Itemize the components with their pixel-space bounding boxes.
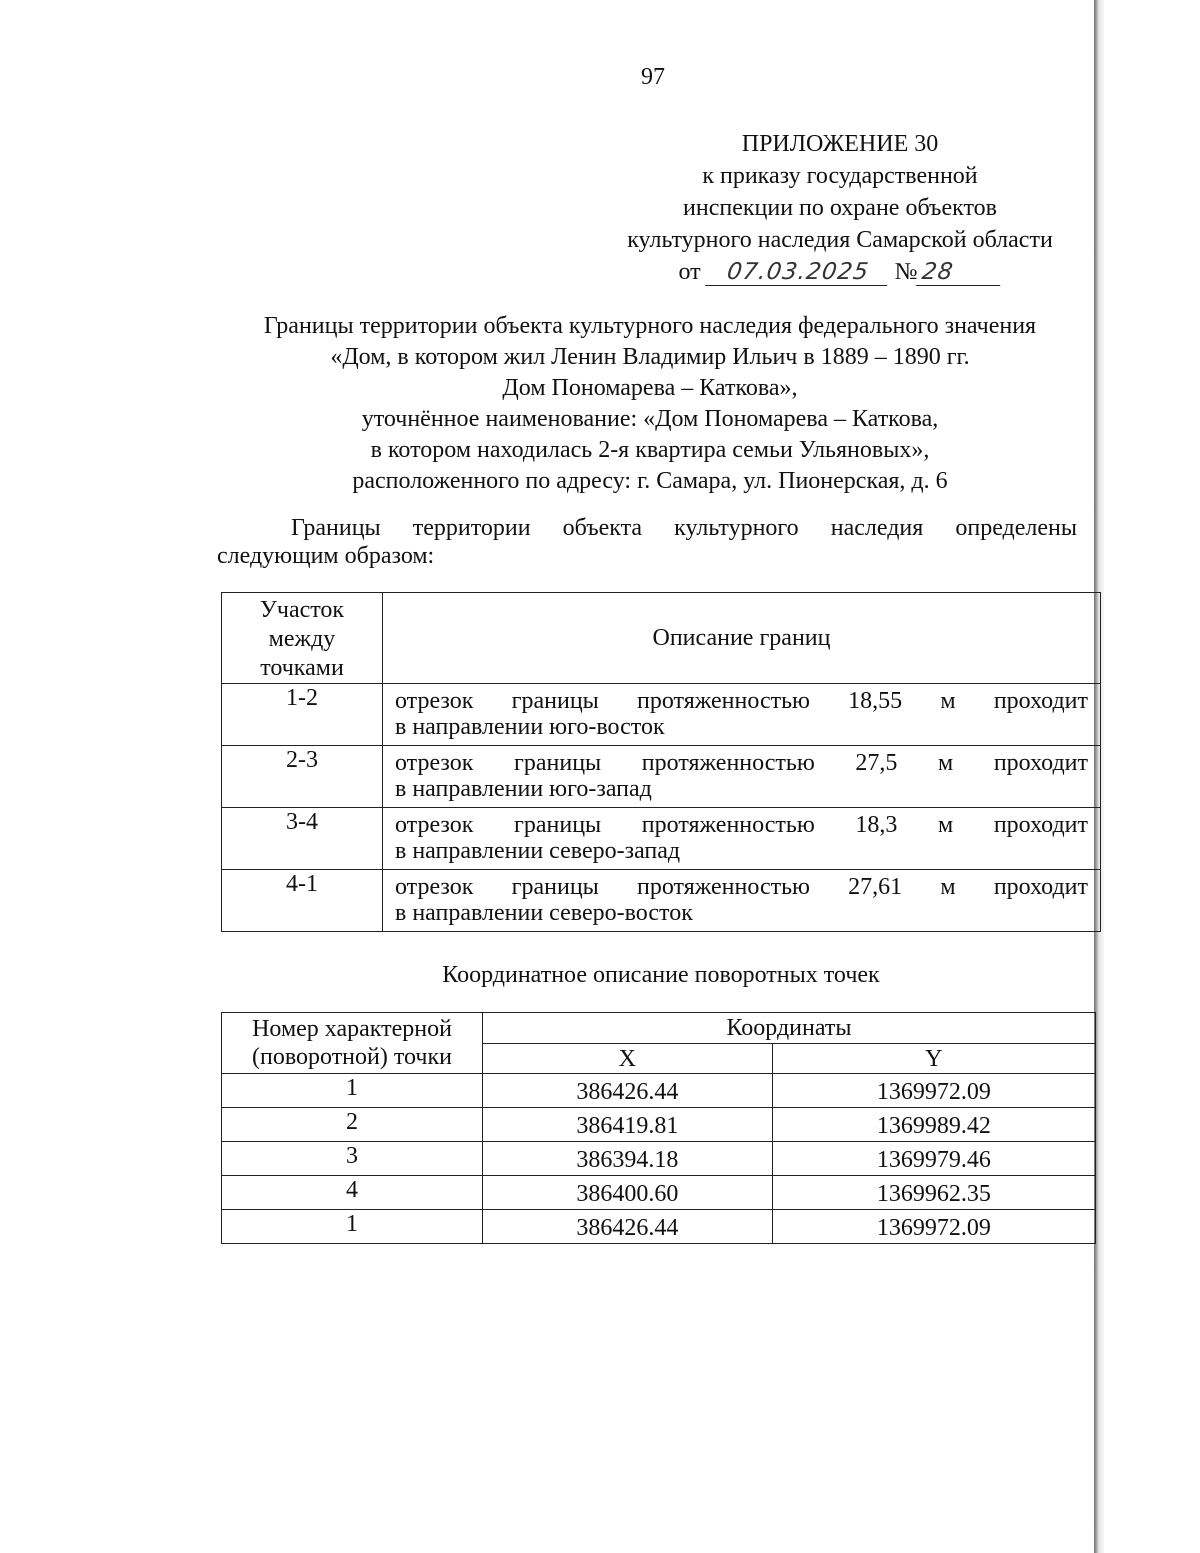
header-coordinates: Координаты	[483, 1013, 1096, 1044]
description-line: в направлении юго-восток	[395, 714, 665, 740]
number-prefix: №	[894, 259, 918, 285]
header-x: X	[483, 1044, 773, 1074]
segment-cell: 2-3	[222, 746, 383, 808]
title-line: Дом Пономарева – Каткова»,	[502, 375, 798, 401]
table-row	[222, 1074, 1096, 1108]
appendix-header	[560, 128, 1120, 288]
handwritten-date: 07.03.2025	[705, 259, 891, 286]
description-line: в направлении северо-запад	[395, 838, 681, 864]
table-header-row	[222, 593, 1101, 684]
description-cell	[383, 746, 1101, 808]
x-cell: 386394.18	[483, 1142, 773, 1176]
table-header-row	[222, 1013, 1096, 1044]
title-line: расположенного по адресу: г. Самара, ул. Пионерская, д. 6	[352, 468, 948, 494]
table-row	[222, 746, 1101, 808]
header-point-line: (поворотной) точки	[252, 1044, 452, 1070]
title-line: в котором находилась 2-я квартира семьи Ульяновых»,	[370, 437, 930, 463]
header-y: Y	[772, 1044, 1095, 1074]
header-segment	[222, 593, 383, 684]
y-cell: 1369972.09	[772, 1074, 1095, 1108]
appendix-line: к приказу государственной	[702, 163, 978, 189]
coordinates-table	[221, 1012, 1096, 1244]
table-row	[222, 684, 1101, 746]
description-line: отрезок границы протяженностью 18,3 м проходит	[395, 812, 1088, 838]
coords-section-title: Координатное описание поворотных точек	[442, 962, 880, 988]
header-point	[222, 1013, 483, 1074]
point-cell: 1	[222, 1074, 483, 1108]
description-line: в направлении северо-восток	[395, 900, 693, 926]
segment-cell: 4-1	[222, 870, 383, 932]
header-point-line: Номер характерной	[252, 1016, 452, 1042]
x-cell: 386426.44	[483, 1210, 773, 1244]
appendix-date-line	[560, 256, 1120, 288]
segment-cell: 1-2	[222, 684, 383, 746]
x-cell: 386419.81	[483, 1108, 773, 1142]
table-row	[222, 870, 1101, 932]
segment-cell: 3-4	[222, 808, 383, 870]
x-cell: 386400.60	[483, 1176, 773, 1210]
point-cell: 2	[222, 1108, 483, 1142]
description-line: в направлении юго-запад	[395, 776, 652, 802]
table-row	[222, 1142, 1096, 1176]
x-cell: 386426.44	[483, 1074, 773, 1108]
appendix-title: ПРИЛОЖЕНИЕ 30	[741, 131, 939, 157]
document-title	[200, 311, 1100, 497]
description-line: отрезок границы протяженностью 27,5 м проходит	[395, 750, 1088, 776]
y-cell: 1369962.35	[772, 1176, 1095, 1210]
boundaries-table	[221, 592, 1101, 932]
title-line: «Дом, в котором жил Ленин Владимир Ильич в 1889 – 1890 гг.	[330, 344, 970, 370]
point-cell: 1	[222, 1210, 483, 1244]
header-description: Описание границ	[383, 593, 1101, 684]
handwritten-number: 28	[916, 259, 1004, 286]
description-cell	[383, 684, 1101, 746]
y-cell: 1369989.42	[772, 1108, 1095, 1142]
title-line: Границы территории объекта культурного наследия федерального значения	[263, 313, 1037, 339]
intro-paragraph	[217, 514, 1077, 570]
header-segment-line: точками	[260, 654, 344, 681]
appendix-line: культурного наследия Самарской области	[627, 227, 1053, 253]
description-cell	[383, 870, 1101, 932]
appendix-line: инспекции по охране объектов	[683, 195, 997, 221]
y-cell: 1369972.09	[772, 1210, 1095, 1244]
point-cell: 4	[222, 1176, 483, 1210]
header-segment-line: Участок	[259, 596, 345, 623]
table-row	[222, 1108, 1096, 1142]
intro-line-1: Границы территории объекта культурного наследия определены	[291, 515, 1077, 541]
table-row	[222, 1210, 1096, 1244]
description-cell	[383, 808, 1101, 870]
description-line: отрезок границы протяженностью 27,61 м проходит	[395, 874, 1088, 900]
table-row	[222, 808, 1101, 870]
table-row	[222, 1176, 1096, 1210]
intro-line-2: следующим образом:	[217, 543, 435, 569]
point-cell: 3	[222, 1142, 483, 1176]
title-line: уточнённое наименование: «Дом Пономарева – Каткова,	[361, 406, 939, 432]
y-cell: 1369979.46	[772, 1142, 1095, 1176]
page-number: 97	[641, 64, 665, 90]
header-segment-line: между	[268, 625, 336, 652]
description-line: отрезок границы протяженностью 18,55 м проходит	[395, 688, 1088, 714]
date-prefix: от	[678, 259, 701, 285]
